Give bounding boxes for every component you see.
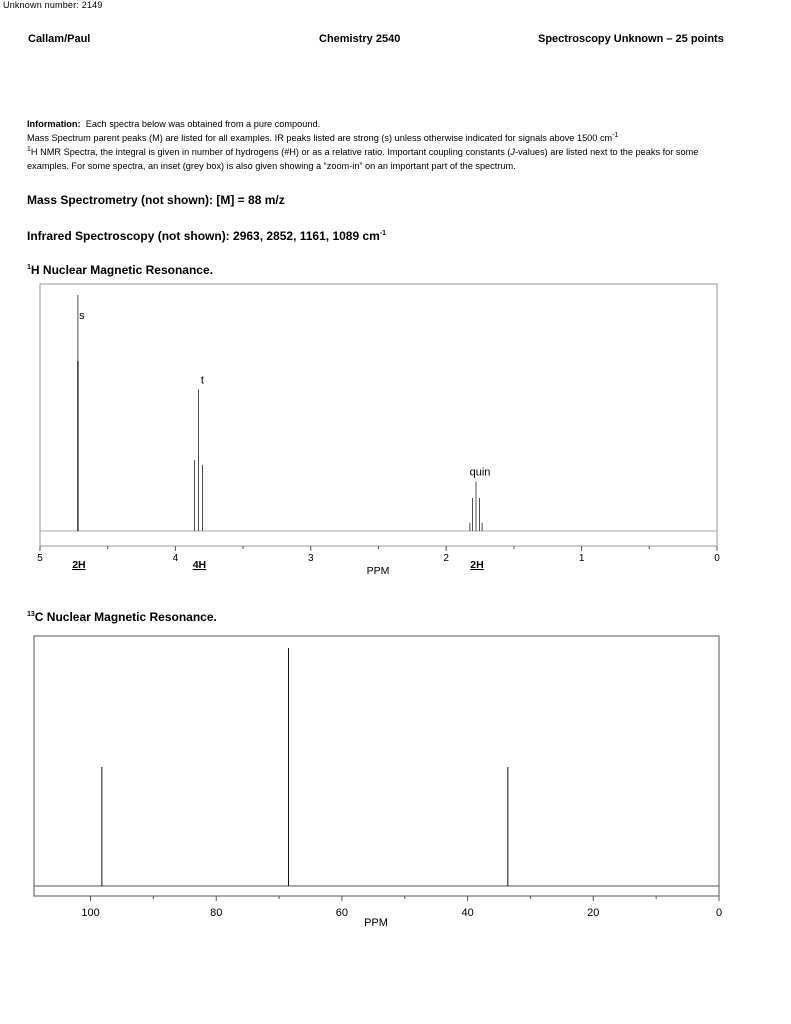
c-nmr-tick-label: 100 — [81, 907, 100, 919]
c-nmr-tick-label: 20 — [587, 907, 600, 919]
h-nmr-tick-label: 3 — [308, 553, 314, 564]
h-nmr-tick-label: 2 — [443, 553, 449, 564]
h-nmr-multiplicity-label: t — [200, 374, 204, 387]
c-nmr-title-text: C Nuclear Magnetic Resonance. — [34, 610, 217, 624]
c-nmr-tick-label: 0 — [715, 907, 723, 919]
c-nmr-x-label: PPM — [364, 917, 388, 929]
h-nmr-integral-label: 4H — [192, 559, 207, 571]
h-nmr-tick-label: 1 — [578, 553, 585, 564]
info-label: Information: — [27, 119, 81, 129]
h-nmr-multiplicity-label: s — [79, 310, 85, 322]
c-nmr-tick-label: 80 — [210, 907, 223, 919]
info-text-3-sup: 1 — [27, 145, 31, 153]
h-nmr-multiplicity-label: quin — [469, 466, 491, 479]
info-text-3b: -values) are listed next to the peaks for some examples. For some spectra, an inset (grey box) is also given showing a “zoom-in” on an important part of the spectrum. — [27, 147, 699, 171]
header-authors: Callam/Paul — [28, 33, 91, 45]
h-nmr-tick-label: 4 — [172, 553, 179, 564]
ir-sup: -1 — [379, 230, 387, 237]
h-nmr-tick-label: 5 — [37, 553, 43, 564]
mass-spec-line: Mass Spectrometry (not shown): [M] = 88 m/z — [27, 193, 285, 207]
c-nmr-frame — [34, 636, 719, 896]
header-course: Chemistry 2540 — [319, 33, 401, 45]
info-text-3a: H NMR Spectra, the integral is given in number of hydrogens (#H) or as a relative ratio. Important coupling constants ( — [30, 147, 511, 157]
c-nmr-title-sup: 13 — [27, 611, 35, 618]
unknown-number: Unknown number: 2149 — [3, 0, 103, 10]
c-nmr-tick-label: 40 — [461, 907, 474, 919]
info-text-3-j: J — [510, 147, 516, 157]
info-text-1: Each spectra below was obtained from a pure compound. — [85, 119, 321, 129]
header-assignment: Spectroscopy Unknown – 25 points — [538, 33, 724, 45]
h-nmr-integral-label: 2H — [470, 559, 484, 571]
info-text-2-sup: -1 — [612, 131, 619, 139]
h-nmr-title-text: H Nuclear Magnetic Resonance. — [30, 263, 213, 277]
h-nmr-title-sup: 1 — [27, 264, 31, 271]
h-nmr-x-label: PPM — [366, 565, 390, 577]
h-nmr-integral-label: 2H — [72, 559, 86, 571]
info-text-2: Mass Spectrum parent peaks (M) are listed for all examples. IR peaks listed are strong (s) unless otherwise indicated for signals above 1500 cm — [27, 133, 613, 143]
h-nmr-tick-label: 0 — [714, 553, 720, 564]
ir-text: Infrared Spectroscopy (not shown): 2963, 2852, 1161, 1089 cm — [27, 229, 380, 243]
h-nmr-frame — [40, 284, 717, 546]
c-nmr-tick-label: 60 — [335, 907, 349, 919]
